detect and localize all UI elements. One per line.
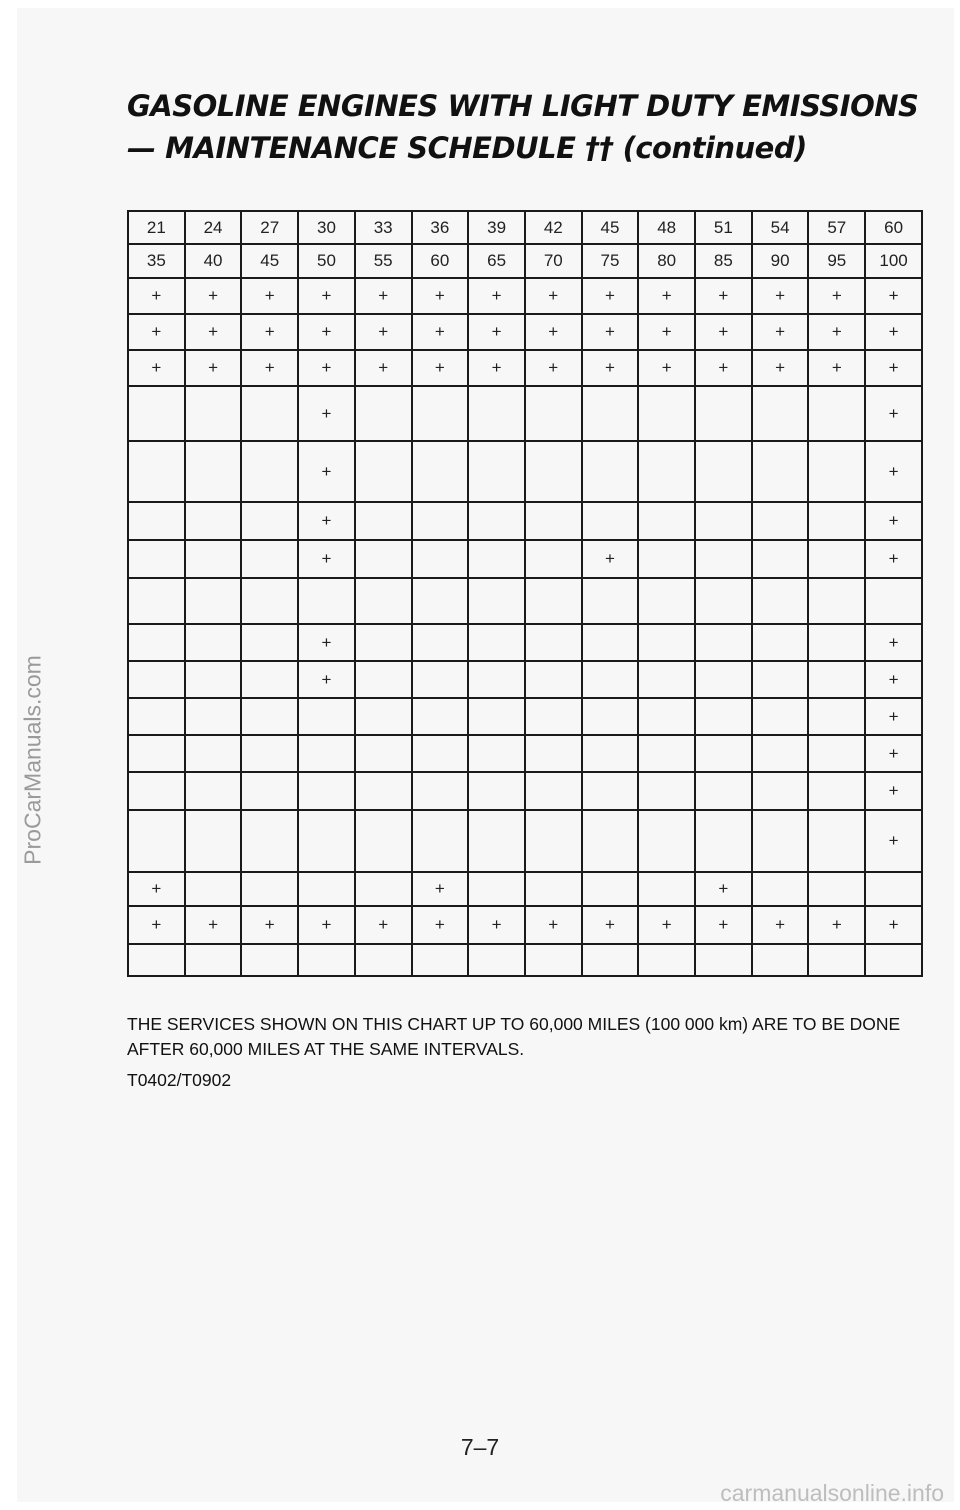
schedule-cell [468,578,525,624]
table-row [128,350,922,386]
schedule-cell [468,944,525,976]
schedule-cell [241,661,298,698]
schedule-cell [241,810,298,872]
schedule-cell [752,698,809,735]
schedule-cell: + [298,278,355,314]
schedule-cell [468,441,525,502]
schedule-cell [808,441,865,502]
schedule-cell [525,540,582,578]
table-row [128,278,922,314]
schedule-cell [752,540,809,578]
schedule-cell [808,772,865,810]
schedule-cell [298,772,355,810]
schedule-cell [185,772,242,810]
schedule-cell [752,502,809,540]
schedule-cell: 75 [582,244,639,278]
schedule-cell: + [355,278,412,314]
schedule-cell [582,944,639,976]
schedule-cell [355,661,412,698]
schedule-cell [298,578,355,624]
schedule-cell [638,661,695,698]
schedule-cell: + [298,314,355,350]
schedule-cell [695,578,752,624]
schedule-cell [638,441,695,502]
schedule-cell: + [525,350,582,386]
schedule-cell [582,624,639,661]
schedule-cell: + [525,278,582,314]
schedule-cell [525,735,582,772]
schedule-cell [468,698,525,735]
table-row [128,772,922,810]
schedule-cell [865,872,922,906]
schedule-cell [128,441,185,502]
schedule-cell [638,502,695,540]
schedule-cell [128,944,185,976]
schedule-cell [185,872,242,906]
schedule-cell [752,772,809,810]
schedule-cell [695,944,752,976]
schedule-cell [241,735,298,772]
schedule-cell [241,578,298,624]
schedule-cell: + [752,278,809,314]
schedule-cell [638,872,695,906]
table-row [128,578,922,624]
schedule-cell [241,698,298,735]
schedule-cell [752,386,809,441]
schedule-cell [752,735,809,772]
schedule-cell [752,810,809,872]
schedule-cell [808,810,865,872]
schedule-cell [525,502,582,540]
schedule-cell [582,735,639,772]
schedule-cell: + [298,502,355,540]
schedule-cell [128,502,185,540]
schedule-cell: + [185,314,242,350]
schedule-cell [582,441,639,502]
schedule-cell: 85 [695,244,752,278]
schedule-cell: + [695,872,752,906]
schedule-cell [412,540,469,578]
schedule-cell: 36 [412,211,469,244]
schedule-cell [865,944,922,976]
schedule-cell: + [185,350,242,386]
schedule-cell [582,386,639,441]
schedule-cell [695,386,752,441]
schedule-cell: + [582,350,639,386]
schedule-cell [412,944,469,976]
km-header-row [128,244,922,278]
schedule-cell [525,698,582,735]
schedule-cell: + [298,661,355,698]
schedule-cell: + [865,314,922,350]
schedule-cell [752,441,809,502]
schedule-cell: + [865,624,922,661]
schedule-cell [468,502,525,540]
schedule-cell [128,772,185,810]
schedule-cell [525,661,582,698]
schedule-cell [582,661,639,698]
schedule-cell: 70 [525,244,582,278]
table-row [128,540,922,578]
page-number: 7–7 [460,1434,500,1460]
schedule-cell [525,624,582,661]
schedule-cell [185,735,242,772]
schedule-cell [185,810,242,872]
schedule-cell [468,772,525,810]
schedule-cell [298,872,355,906]
schedule-cell [241,540,298,578]
schedule-cell: + [298,624,355,661]
table-row [128,502,922,540]
schedule-cell [752,661,809,698]
schedule-cell [695,624,752,661]
schedule-cell: + [865,540,922,578]
schedule-cell: 50 [298,244,355,278]
schedule-cell [525,578,582,624]
schedule-cell: + [865,350,922,386]
schedule-cell: + [412,278,469,314]
schedule-cell [638,698,695,735]
schedule-cell: 95 [808,244,865,278]
schedule-cell [412,624,469,661]
schedule-cell [128,386,185,441]
schedule-cell: 21 [128,211,185,244]
schedule-cell: + [128,906,185,944]
schedule-cell [865,578,922,624]
schedule-cell [808,872,865,906]
schedule-cell [525,441,582,502]
schedule-cell: + [695,350,752,386]
schedule-cell: + [412,314,469,350]
schedule-cell [525,944,582,976]
schedule-cell: + [298,906,355,944]
schedule-cell: + [638,350,695,386]
schedule-cell [808,944,865,976]
schedule-cell [355,578,412,624]
schedule-cell [582,772,639,810]
schedule-cell [638,578,695,624]
schedule-cell: + [638,278,695,314]
schedule-cell: + [128,872,185,906]
schedule-cell: 48 [638,211,695,244]
schedule-cell [241,944,298,976]
schedule-cell [468,810,525,872]
schedule-cell [752,944,809,976]
schedule-cell: + [865,661,922,698]
schedule-cell: + [865,386,922,441]
schedule-cell: + [638,906,695,944]
schedule-cell [355,624,412,661]
schedule-cell: 42 [525,211,582,244]
schedule-cell [695,698,752,735]
schedule-cell [468,661,525,698]
schedule-cell: 60 [865,211,922,244]
schedule-cell: + [355,314,412,350]
schedule-cell [298,735,355,772]
schedule-cell: 40 [185,244,242,278]
schedule-cell [128,661,185,698]
schedule-cell [241,386,298,441]
schedule-cell [412,441,469,502]
schedule-cell [412,502,469,540]
schedule-cell [355,540,412,578]
table-row [128,735,922,772]
schedule-cell: + [412,350,469,386]
schedule-cell [808,735,865,772]
schedule-cell: 45 [582,211,639,244]
schedule-cell [241,441,298,502]
schedule-cell: + [638,314,695,350]
schedule-cell [185,698,242,735]
schedule-cell: 90 [752,244,809,278]
schedule-cell: + [865,698,922,735]
schedule-cell [128,578,185,624]
table-row [128,386,922,441]
schedule-cell: + [128,278,185,314]
schedule-cell: + [695,906,752,944]
schedule-cell [695,735,752,772]
schedule-cell [241,772,298,810]
schedule-cell [525,872,582,906]
schedule-cell: + [752,350,809,386]
schedule-cell: + [808,278,865,314]
table-row [128,944,922,976]
schedule-cell: + [355,906,412,944]
miles-header-row [128,211,922,244]
page-subtitle: — MAINTENANCE SCHEDULE †† (continued) [127,131,807,165]
schedule-cell: 65 [468,244,525,278]
schedule-cell [638,540,695,578]
schedule-cell [355,872,412,906]
schedule-cell: + [865,906,922,944]
schedule-cell [468,735,525,772]
schedule-cell: + [468,350,525,386]
schedule-cell: 60 [412,244,469,278]
schedule-cell: + [241,906,298,944]
schedule-cell: 33 [355,211,412,244]
schedule-cell: + [241,350,298,386]
schedule-cell: + [128,314,185,350]
schedule-cell [582,502,639,540]
schedule-cell [412,772,469,810]
schedule-cell: + [582,540,639,578]
schedule-cell: + [865,735,922,772]
schedule-cell [185,386,242,441]
schedule-cell: + [752,314,809,350]
schedule-cell [582,810,639,872]
schedule-cell [355,810,412,872]
schedule-cell [355,441,412,502]
page-title: GASOLINE ENGINES WITH LIGHT DUTY EMISSIONS [127,89,919,123]
schedule-cell [185,578,242,624]
schedule-cell [808,624,865,661]
schedule-cell: 24 [185,211,242,244]
schedule-cell [298,698,355,735]
schedule-cell [808,386,865,441]
schedule-cell: + [695,314,752,350]
schedule-cell: 80 [638,244,695,278]
schedule-cell: + [582,314,639,350]
footer-watermark: carmanualsonline.info [720,1480,944,1506]
schedule-cell [695,441,752,502]
schedule-cell: + [865,810,922,872]
schedule-cell [298,810,355,872]
schedule-cell [355,772,412,810]
schedule-cell [582,578,639,624]
schedule-cell: + [412,906,469,944]
schedule-cell: + [808,314,865,350]
schedule-cell [695,661,752,698]
schedule-cell: + [525,314,582,350]
schedule-cell [808,661,865,698]
schedule-cell [185,441,242,502]
schedule-cell [128,624,185,661]
table-row [128,314,922,350]
schedule-cell [752,578,809,624]
table-row [128,810,922,872]
schedule-cell [695,772,752,810]
schedule-cell: + [355,350,412,386]
schedule-cell: 100 [865,244,922,278]
schedule-cell: + [865,441,922,502]
schedule-cell: 55 [355,244,412,278]
schedule-cell [128,810,185,872]
schedule-cell [128,540,185,578]
schedule-cell [582,698,639,735]
maintenance-schedule-table [127,210,923,977]
schedule-cell [412,735,469,772]
schedule-cell [412,386,469,441]
schedule-cell [355,735,412,772]
schedule-cell: 35 [128,244,185,278]
schedule-cell [638,386,695,441]
schedule-cell: + [185,278,242,314]
schedule-cell: + [752,906,809,944]
table-row [128,624,922,661]
schedule-cell [638,735,695,772]
table-row [128,441,922,502]
schedule-cell [808,698,865,735]
services-note: THE SERVICES SHOWN ON THIS CHART UP TO 60,000 MILES (100 000 km) ARE TO BE DONE AFTER 60,000 MILES AT THE SAME INTERVALS. [127,1014,901,1059]
schedule-cell [695,502,752,540]
schedule-cell [808,578,865,624]
schedule-cell [412,810,469,872]
schedule-cell: + [185,906,242,944]
schedule-cell: + [582,906,639,944]
schedule-cell: + [582,278,639,314]
schedule-cell [695,540,752,578]
schedule-cell [638,624,695,661]
schedule-cell [185,944,242,976]
schedule-cell: + [298,441,355,502]
schedule-cell: + [241,278,298,314]
schedule-cell [128,735,185,772]
table-row [128,906,922,944]
schedule-cell: 54 [752,211,809,244]
schedule-cell [752,624,809,661]
schedule-cell: + [865,502,922,540]
schedule-cell: + [468,278,525,314]
schedule-cell: + [298,350,355,386]
schedule-cell [468,540,525,578]
schedule-cell [468,624,525,661]
schedule-cell [185,502,242,540]
schedule-cell: + [128,350,185,386]
schedule-cell [128,698,185,735]
schedule-cell [582,872,639,906]
schedule-cell: + [241,314,298,350]
schedule-cell [525,386,582,441]
schedule-cell: 45 [241,244,298,278]
table-row [128,698,922,735]
schedule-cell [241,872,298,906]
schedule-cell [355,386,412,441]
schedule-cell [185,661,242,698]
schedule-cell [638,944,695,976]
schedule-cell [412,661,469,698]
schedule-cell: + [808,350,865,386]
schedule-cell [241,502,298,540]
schedule-cell: + [865,772,922,810]
schedule-cell: + [808,906,865,944]
schedule-cell: + [298,540,355,578]
schedule-cell: + [468,314,525,350]
schedule-cell [752,872,809,906]
schedule-cell [412,578,469,624]
schedule-cell: + [468,906,525,944]
table-row [128,872,922,906]
schedule-cell [355,502,412,540]
schedule-cell: + [865,278,922,314]
schedule-cell: + [525,906,582,944]
schedule-cell: 51 [695,211,752,244]
schedule-cell [185,540,242,578]
schedule-cell [468,872,525,906]
schedule-cell [525,772,582,810]
side-watermark: ProCarManuals.com [19,655,46,865]
schedule-cell [468,386,525,441]
schedule-cell [185,624,242,661]
schedule-cell [638,772,695,810]
schedule-cell: + [298,386,355,441]
schedule-cell [638,810,695,872]
schedule-cell [355,944,412,976]
schedule-cell: + [412,872,469,906]
document-code: T0402/T0902 [127,1070,232,1090]
schedule-cell [695,810,752,872]
schedule-cell [355,698,412,735]
schedule-cell: 57 [808,211,865,244]
schedule-cell [808,540,865,578]
schedule-cell: 27 [241,211,298,244]
schedule-cell: 30 [298,211,355,244]
schedule-cell [808,502,865,540]
schedule-cell: + [695,278,752,314]
schedule-cell [241,624,298,661]
schedule-cell: 39 [468,211,525,244]
schedule-cell [412,698,469,735]
table-row [128,661,922,698]
schedule-cell [525,810,582,872]
schedule-cell [298,944,355,976]
